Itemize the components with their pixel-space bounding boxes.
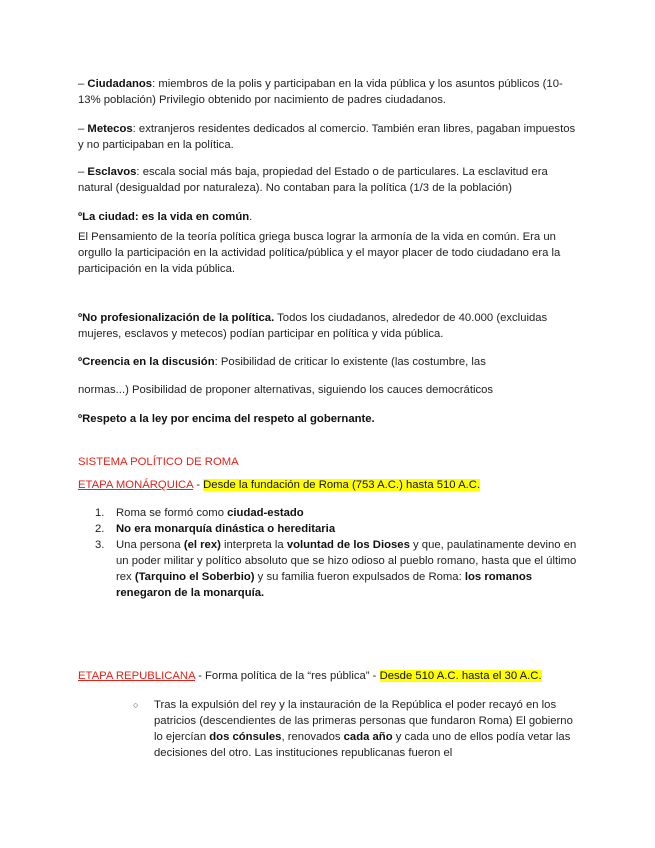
dash: – xyxy=(78,166,88,178)
definition-esclavos: : escala social más baja, propiedad del Estado o de particulares. La esclavitud era natural (desigualdad por naturaleza). No contaban para la política (1/3 de la población) xyxy=(78,166,548,194)
heading-ciudad-text: ºLa ciudad: es la vida en común xyxy=(78,211,250,223)
definition-metecos: : extranjeros residentes dedicados al comercio. También eran libres, pagaban impuestos y no participaban en la política. xyxy=(78,123,576,151)
dash: – xyxy=(78,78,88,90)
paragraph-respeto xyxy=(78,411,578,427)
term-ciudadanos: Ciudadanos xyxy=(87,78,153,90)
heading-ciudad-end: . xyxy=(249,211,253,223)
list-number: 2. xyxy=(95,523,105,535)
etapa-republicana-line xyxy=(78,668,578,684)
paragraph-ciudad: El Pensamiento de la teoría política griega busca lograr la armonía de la vida en común. Era un orgullo la participación en la actividad política/pública y el mayor placer de todo ciudadano era la participación en la vida pública. xyxy=(78,231,561,275)
bullet-text xyxy=(133,697,578,761)
list-item-bold: voluntad de los Dioses xyxy=(286,539,410,551)
list-item-bold: (Tarquino el Soberbio) xyxy=(134,571,255,583)
dash: – xyxy=(78,123,88,135)
bullet-item xyxy=(133,697,578,761)
hollow-bullet-icon: ○ xyxy=(133,700,139,710)
list-number: 3. xyxy=(95,539,105,551)
respeto-text: ºRespeto a la ley por encima del respeto al gobernante. xyxy=(78,413,375,425)
list-item-text: Una persona xyxy=(116,539,184,551)
term-esclavos: Esclavos xyxy=(87,166,137,178)
paragraph-profesionalizacion xyxy=(78,310,578,342)
etapa-monarquica-range: Desde la fundación de Roma (753 A.C.) hasta 510 A.C. xyxy=(203,479,481,491)
heading-discusion: ºCreencia en la discusión xyxy=(78,356,215,368)
list-item xyxy=(78,537,578,601)
list-item-text: y que, paulatinamente devino en un poder militar y político absoluto que se hizo odioso al pueblo romano, hasta que el último rex xyxy=(116,539,577,583)
etapa-republicana-desc: - Forma política de la “res pública” - xyxy=(194,670,380,682)
list-item-bold: No era monarquía dinástica o hereditaria xyxy=(116,523,336,535)
list-number: 1. xyxy=(95,507,105,519)
list-item xyxy=(78,505,578,521)
list-item-bold: los romanos renegaron de la monarquía. xyxy=(116,571,533,599)
body-profesionalizacion: Todos los ciudadanos, alrededor de 40.000 (excluidas mujeres, esclavos y metecos) podían participar en política y vida pública. xyxy=(78,312,548,340)
bullet-text-part: y cada uno de ellos podía vetar las decisiones del otro. Las instituciones republicanas fueron el xyxy=(154,731,571,759)
definition-ciudadanos: : miembros de la polis y participaban en la vida pública y los asuntos públicos (10-13% población) Privilegio obtenido por nacimiento de padres ciudadanos. xyxy=(78,78,563,106)
separator: - xyxy=(193,479,204,491)
paragraph-metecos xyxy=(78,121,578,153)
etapa-republicana-label: ETAPA REPUBLICANA xyxy=(78,670,195,682)
paragraph-ciudadanos xyxy=(78,76,578,108)
list-item-text: y su familia fueron expulsados de Roma: xyxy=(254,571,465,583)
heading-profesionalizacion: ºNo profesionalización de la política. xyxy=(78,312,275,324)
list-item-text: interpreta la xyxy=(220,539,287,551)
list-item-text: Roma se formó como xyxy=(116,507,228,519)
list-item xyxy=(78,521,578,537)
bullet-bold: dos cónsules xyxy=(209,731,282,743)
bullet-text-part: , renovados xyxy=(281,731,344,743)
bullet-text-part: Tras la expulsión del rey y la instauración de la República el poder recayó en los patricios (descendientes de las primeras personas que fundaron Roma) El gobierno lo ejercían xyxy=(154,699,573,743)
etapa-republicana-range: Desde 510 A.C. hasta el 30 A.C. xyxy=(379,670,542,682)
etapa-monarquica-label: ETAPA MONÁRQUICA xyxy=(78,479,194,491)
list-item-bold: (el rex) xyxy=(183,539,221,551)
paragraph-discusion-line1 xyxy=(78,354,578,370)
list-item-bold: ciudad-estado xyxy=(227,507,304,519)
paragraph-discusion-line2: normas...) Posibilidad de proponer alternativas, siguiendo los cauces democráticos xyxy=(78,384,494,396)
paragraph-esclavos xyxy=(78,164,578,196)
discusion-line1: : Posibilidad de criticar lo existente (las costumbre, las xyxy=(214,356,486,368)
heading-ciudad xyxy=(78,209,578,225)
etapa-monarquica-line xyxy=(78,477,578,493)
bullet-bold: cada año xyxy=(343,731,393,743)
section-title-roma: SISTEMA POLÍTICO DE ROMA xyxy=(78,456,239,468)
numbered-list xyxy=(78,505,578,601)
term-metecos: Metecos xyxy=(87,123,133,135)
